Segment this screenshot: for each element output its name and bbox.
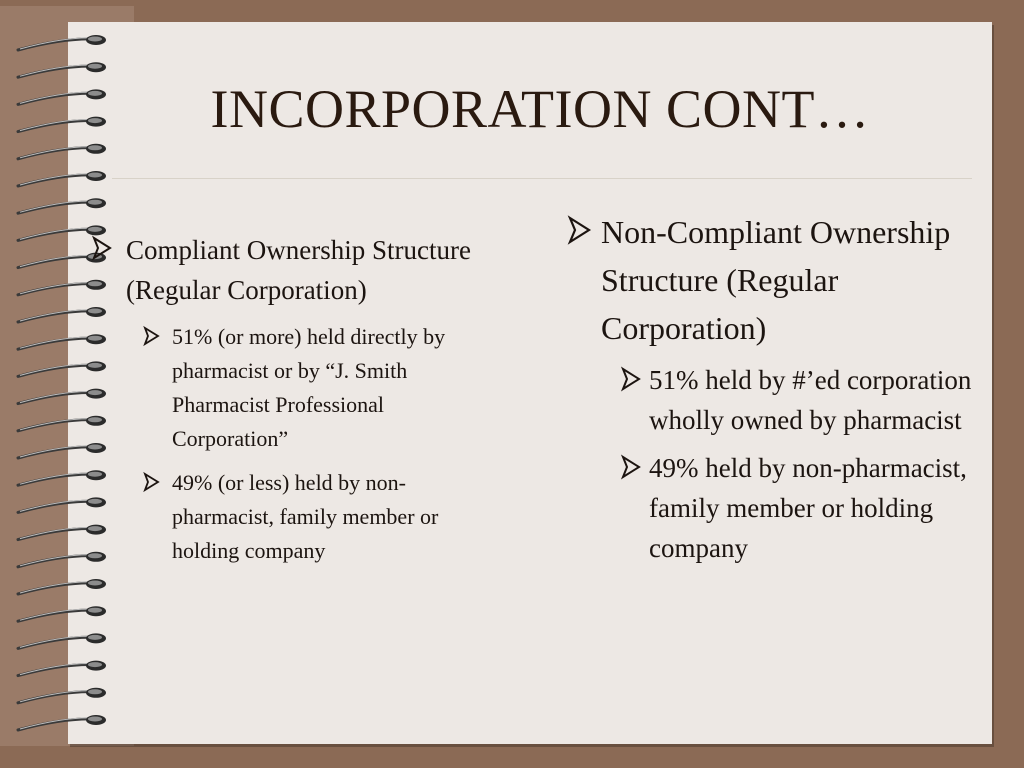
arrowhead-bullet-icon — [90, 230, 116, 264]
right-point-text: 49% held by non-pharmacist, family member or holding company — [649, 453, 967, 563]
left-point-text: 51% (or more) held directly by pharmacist or by “J. Smith Pharmacist Professional Corporation” — [172, 324, 446, 451]
left-point-1 — [90, 320, 490, 456]
spiral-coil — [18, 198, 106, 213]
left-heading: Compliant Ownership Structure (Regular Corporation) — [126, 235, 471, 305]
spiral-coil — [18, 35, 106, 50]
spiral-coil — [18, 117, 106, 132]
left-heading-item — [90, 230, 490, 310]
spiral-coil — [18, 144, 106, 159]
right-point-1 — [565, 360, 975, 440]
spiral-coil — [18, 633, 106, 648]
spiral-coil — [18, 606, 106, 621]
right-point-2 — [565, 448, 975, 568]
right-heading-item — [565, 208, 975, 352]
left-point-text: 49% (or less) held by non-pharmacist, family member or holding company — [172, 470, 439, 563]
arrowhead-bullet-icon — [142, 466, 162, 496]
arrowhead-bullet-icon — [619, 448, 643, 484]
right-heading: Non-Compliant Ownership Structure (Regular Corporation) — [601, 214, 951, 346]
title-divider — [112, 178, 972, 179]
arrowhead-bullet-icon — [142, 320, 162, 350]
spiral-coil — [18, 579, 106, 594]
left-column — [90, 230, 490, 568]
slide-title: INCORPORATION CONT… — [210, 79, 870, 139]
right-point-text: 51% held by #’ed corporation wholly owned by pharmacist — [649, 365, 972, 435]
arrowhead-bullet-icon — [565, 208, 595, 250]
spiral-coil — [18, 171, 106, 186]
spiral-coil — [18, 715, 106, 730]
left-point-2 — [90, 466, 490, 568]
spiral-coil — [18, 62, 106, 77]
arrowhead-bullet-icon — [619, 360, 643, 396]
spiral-coil — [18, 688, 106, 703]
spiral-coil — [18, 661, 106, 676]
spiral-coil — [18, 89, 106, 104]
right-column — [565, 208, 975, 568]
